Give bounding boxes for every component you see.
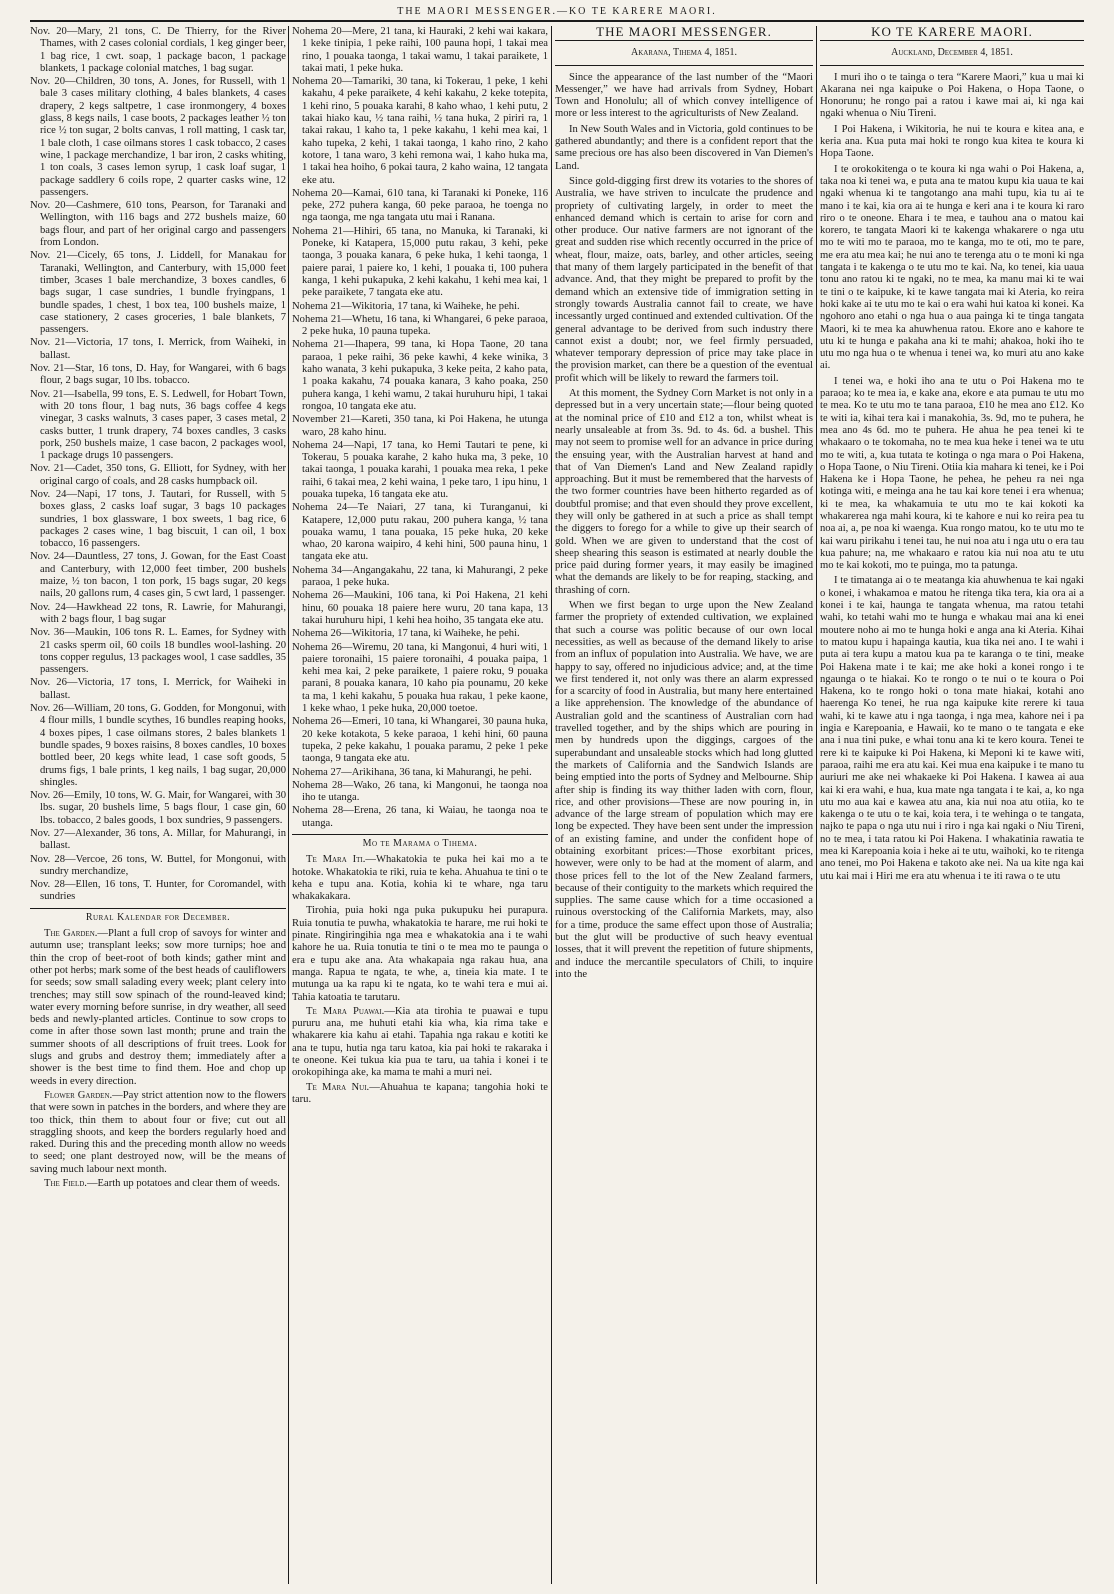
shipping-entry: November 21—Kareti, 350 tana, ki Poi Hakena, he utunga waro, 28 kaho hinu. <box>292 414 548 438</box>
article-paragraph: Since gold-digging first drew its votaries to the shores of Australia, we have striven to inculcate the prudence and propriety of cultivating largely, in order to meet the enhanced demand which is certain to arise for corn and other produce. Our native farmers are not ignorant of the great and sudden rise which recently occurred in the price of wheat, flour, maize, oats, barley, and other articles, seeing that many of them largely participated in the benefit of that advance. And, that they might be prepared to profit by the demand which an extensive tide of immigration setting in strongly towards Australia cannot fail to create, we have incessantly urged continued and extended cultivation. Of the general advantage to be derived from such industry there cannot exist a doubt; nor, we feel firmly persuaded, whatever temporary depression of price may take place in the provision market, can there be a question of the eventual profit which will be likely to reward the farmers toil. <box>555 175 813 384</box>
paragraph-text: Tirohia, puia hoki nga puka pukupuku hei purapura. Ruia tonutia te puwha, whakatokia te harare, me rui hoki te pinate. Ringiringihia nga mea e whakatokia ana i te wahi kahore he ua. Ruia tonutia te tini o te mea mo te paunga o era e tupu ake ana. Ata whakapaia nga rakau hua, ana manga. Rapua te ngata, te whe, a, tineia kia mate. I te mutunga ua ka rapu ki te ngata, ko te wahi tera e mui ai. Tahia katoatia te tarutaru. <box>292 905 548 1003</box>
editorial-body-maori <box>820 72 1084 883</box>
paragraph <box>292 1006 548 1080</box>
shipping-entry: Nov. 20—Children, 30 tons, A. Jones, for Russell, with 1 bale 3 cases military clothing, 4 bales blankets, 4 cases drapery, 2 kegs saltpetre, 1 case ironmongery, 4 boxes glass, 8 kegs nails, 1 case boots, 2 packages leather ½ ton rice ½ ton sugar, 2 bolts canvas, 1 roll matting, 1 cask tar, 1 bale cloth, 1 case oilmans stores 1 cask tobacco, 2 cases wine, 1 package merchandize, 1 bar iron, 2 casks whiting, 1 ton coals, 3 cases lemon syrup, 1 cask loaf sugar, 1 package saddlery 6 coils rope, 2 quarter casks wine, 12 passengers. <box>30 76 286 198</box>
shipping-entry: Nohema 20—Mere, 21 tana, ki Hauraki, 2 kehi wai kakara, 1 keke tinipia, 1 peke raihi, 100 pauna hopi, 1 takai mea rino, 1 pouaka taonga, 1 takai wamu, 1 takai paraikete, 1 takai mati, 1 peke huka. <box>292 26 548 74</box>
running-header: THE MAORI MESSENGER.—KO TE KARERE MAORI. <box>30 6 1084 22</box>
shipping-entry: Nohema 26—Maukini, 106 tana, ki Poi Hakena, 21 kehi hinu, 60 pouaka 18 paiere here wuru, 20 tana kapa, 13 takai huruhuru hipi, 1 kehi hea hoiho, 35 tangata eke atu. <box>292 590 548 626</box>
paragraph <box>292 854 548 903</box>
shipping-entry: Nohema 21—Whetu, 16 tana, ki Whangarei, 6 peke paraoa, 2 peke huka, 10 pauna tupeka. <box>292 313 548 338</box>
column-english-shipping <box>30 26 286 1584</box>
editorial-body <box>555 72 813 982</box>
shipping-entry: Nohema 27—Arikihana, 36 tana, ki Mahurangi, he pehi. <box>292 766 532 778</box>
paragraph <box>292 905 548 1003</box>
shipping-entry: Nov. 21—Isabella, 99 tons, E. S. Ledwell, for Hobart Town, with 20 tons flour, 1 bag nuts, 36 bags coffee 4 kegs vinegar, 3 casks walnuts, 3 cases paper, 3 cases metal, 2 casks butter, 1 trunk drapery, 74 boxes candles, 3 casks pork, 250 bushels maize, 1 case bacon, 2 packages wool, 1 package drugs 10 passengers. <box>30 388 286 462</box>
shipping-entry: Nov. 21—Cadet, 350 tons, G. Elliott, for Sydney, with her original cargo of coals, and 28 casks humpback oil. <box>30 463 286 487</box>
paragraph-text: —Whakatokia te puka hei kai mo a te hotoke. Whakatokia te riki, ruia te keha. Ahuahua te tini o te keha e tupu ana. Kotia, kohia ki te whare, nga taru whakakakara. <box>292 854 548 903</box>
shipping-entry: Nov. 21—Cicely, 65 tons, J. Liddell, for Manakau for Taranaki, Wellington, and Canterbury, with 15,000 feet timber, 3cases 1 bale merchandize, 3 boxes candles, 6 bags sugar, 1 case sundries, 1 bundle fryingpans, 1 bundle spades, 1 chest, 1 box tea, 100 bushels maize, 1 case stationery, 2 cases groceries, 1 bale blankets, 7 passengers. <box>30 250 286 336</box>
shipping-entry: Nov. 24—Napi, 17 tons, J. Tautari, for Russell, with 5 boxes glass, 2 casks loaf sugar, 3 bags 10 packages sundries, 1 box glassware, 1 box sweets, 1 bag rice, 6 packages 2 cases wine, 1 bag biscuit, 1 can oil, 1 box tobacco, 16 passengers. <box>30 488 286 550</box>
article-paragraph: In New South Wales and in Victoria, gold continues to be gathered abundantly; and there is a confident report that the same precious ore has also been discovered in Van Diemen's Land. <box>555 123 813 172</box>
shipping-entry: Nov. 20—Mary, 21 tons, C. De Thierry, for the River Thames, with 2 cases colonial cordials, 1 keg ginger beer, 1 bag rice, 1 cwt. soap, 1 package bacon, 1 package blankets, 1 package colonial matches, 1 bag sugar. <box>30 26 286 74</box>
shipping-entry: Nov. 24—Hawkhead 22 tons, R. Lawrie, for Mahurangi, with 2 bags flour, 1 bag sugar <box>30 601 286 625</box>
masthead-english: THE MAORI MESSENGER. <box>555 26 813 41</box>
shipping-entry: Nohema 26—Wikitoria, 17 tana, ki Waiheke, he pehi. <box>292 628 520 640</box>
article-paragraph: I te timatanga ai o te meatanga kia ahuwhenua te kai ngaki o konei, i whakamoa e matou he ritenga tika tera, kia ora ai a konei i te kai, haunga te tangata whenua, ma ratou tetahi wahi, ko tetahi wahi mo te hunga e whakau mai ana ki enei moutere noho ai mo te hunga hoki e anga ana ki Ateria. Kihai to matou kupu i hapainga kautia, kua tika nei ano. I te wahi i puta ai tera kupu a matou kua pa te karanga o te tini, meake Poi Hakena mate i te kai; me ake hoki a konei rongo i te ngaunga o te hiakai. Ko te rongo o te nui o te koura o Poi Hakena, ko te rongo hoki o tona mate hiakai, kotahi ano haerenga Ko tenei, he rua nga kaipuke kite rerere ki taua wahi, ki te kawe atu i nga taonga, i nga mea, kahore nei i pa ingia e Karepoania, e Hawaii, ko te mano o te tangata e eke ana i nua tini puke, e whai tonu ana ki te kero koura. Tenei te rere ki te kaipuke ki Poi Hakena, ki Meponi ki te kawe witi, paraoa, raihi me era atu kai. Kei mua ena kaipuke i te mano tu auriuri me ake nei whakaeke ki Poi Hakena. I kawea ai aua kai ki era wahi, e hua, kua mate nga tangata i te kai, a, ko nga utu mo aua kai e kawea atu ana, kia nui noa atu otiia, ko te kakenga o te utu o te kai, koia tera, i te wehinga o te tangata, najko te papa o nga utu nui i riro i nga kai ngaki o Niu Tireni, no te mea, i tata ratou ki Poi Hakena. I whakatinia rawatia te mea ki Karepoania koia i heke ai te utu, waihoki, ko te ritenga ano tenei, mo Poi Hakena e takoto ake nei. Na ua kite nga kai utu kai mai i Hiri me era atu whenua i te iti rawa o te utu <box>820 575 1084 882</box>
paragraph-text: —Earth up potatoes and clear them of weeds. <box>86 1178 280 1190</box>
shipping-entry: Nov. 26—Victoria, 17 tons, I. Merrick, for Waiheki in ballast. <box>30 677 286 701</box>
shipping-entry: Nohema 28—Wako, 26 tana, ki Mangonui, he taonga noa iho te utanga. <box>292 779 548 804</box>
shipping-entry: Nohema 21—Wikitoria, 17 tana, ki Waiheke, he pehi. <box>292 300 520 312</box>
paragraph-lead: The Garden. <box>44 928 98 940</box>
shipping-entry: Nohema 34—Angangakahu, 22 tana, ki Mahurangi, 2 peke paraoa, 1 peke huka. <box>292 564 548 589</box>
article-paragraph: I tenei wa, e hoki iho ana te utu o Poi Hakena mo te paraoa; ko te mea ia, e kake ana, ekore e ata pumau te utu mo te mea. Ko te utu mo te tana paraoa, £10 he mea ano £12. Ko te witi ia, kihai tera kai i manakohia, 3s. 9d, mo te puhera, he mea ano 4s 6d. mo te puhera. He ahua he pea tenei ki te whakaaro o te tokomaha, no te mea kua heke i tenei wa te utu mo te witi, a, kua tutata te kotinga o nga mara o Poi Hakena, o Hopa Taone, o Niu Tireni. Otiia kia mahara ki tenei, ke i Poi Hakena ke i Hopa Taone, he pehea, he peheu ra nei nga kotinga witi, e meinga ana he tau kai kore tenei i era whenua; ki te mea, ka whakamuia te utu mo te kai kokoti ka whakarerea nga mahi koura, ki te kahore e nui ko reira pea tu noa ai, a, pe noa ki waenga. Kua rongo matou, ko te utu mo te kai waru pirikahu i tenei tau, he nui noa atu i nga utu o era tau kua pahure; na, me whakaaro e ratou kia nui noa atu te utu mo te kai kokoti, mo te puinga, mo ta patunga. <box>820 375 1084 572</box>
masthead-maori: KO TE KARERE MAORI. <box>820 26 1084 41</box>
shipping-entry: Nov. 28—Ellen, 16 tons, T. Hunter, for Coromandel, with sundries <box>30 879 286 903</box>
dateline-maori: Auckland, December 4, 1851. <box>820 47 1084 65</box>
paragraph-lead: Flower Garden. <box>44 1089 113 1101</box>
rural-kalendar <box>30 928 286 1190</box>
article-paragraph: When we first began to urge upon the New Zealand farmer the propriety of extended cultivation, we explained that such a course was politic because of our own local necessities, as well as because of the demand likely to arise from an influx of population into Australia. We have, we are happy to say, offered no injudicious advice; and, at the time we first tendered it, not only was there an alarm expressed for a scarcity of food in Australia, but many here entertained a like apprehension. The knowledge of the abundance of Australian gold and the scantiness of Australian corn had travelled together, and by the ships which are pouring in men by hundreds upon the diggings, cargoes of the superabundant and unsaleable stocks which had long glutted the markets of California and the Sandwich Islands are being emptied into the ports of Sydney and Melbourne. Ship after ship is finding its way thither laden with corn, flour, rice, and other provisions—These are now pouring in, in advance of the large stream of population which may ere long be expected. They have been sent under the impression of an existing famine, and under the confident hope of obtaining exorbitant prices:—Those exorbitant prices, however, were only to be had at the moment of alarm, and those prices fell to the lot of the New Zealand farmers, because of their contiguity to the markets which required the supplies. The same cause which for a time occasioned a ruinous overstocking of the California Markets, may, also for a time, produce the same effect upon those of Australia; but the glut will be productive of such heavy eventual losses, that it will prevent the repetition of future shipments, and induce the mercantile speculators of Chili, to inquire into the <box>555 600 813 980</box>
paragraph <box>292 1082 548 1107</box>
shipping-entry: Nohema 21—Hihiri, 65 tana, no Manuka, ki Taranaki, ki Poneke, ki Katapera, 15,000 putu rakau, 3 kehi, peke taonga, 3 pouaka kanara, 6 peke huka, 1 kehi taonga, 1 paiere parai, 1 paiere ko, 1 kehi, 1 pouaka ti, 100 puhera kanga, 1 kehi pukapuka, 2 kehi kakahu, 1 kehi mea kai, 1 peke paraikete, 7 tangata eke atu. <box>292 225 548 299</box>
shipping-entry: Nov. 21—Victoria, 17 tons, I. Merrick, from Waiheki, in ballast. <box>30 337 286 361</box>
column-rule <box>816 26 817 1584</box>
shipping-entry: Nohema 21—Ihapera, 99 tana, ki Hopa Taone, 20 tana paraoa, 1 peke raihi, 36 peke kawhi, 4 keke winika, 3 kaho wanata, 3 kehi pukapuka, 3 keke peita, 2 kaho pata, 1 poaka kakahu, 74 pouaka kanara, 3 kaho poaka, 250 puhera kanga, 1 kehi wamu, 2 takai huruhuru hipi, 1 takai rongoa, 10 tangata eke atu. <box>292 339 548 412</box>
paragraph-text: —Pay strict attention now to the flowers that were sown in patches in the borders, and where they are too thick, thin them to about four or five; cut out all straggling shoots, and keep the borders regularly hoed and raked. During this and the preceding month allow no weeds to seed; one plant destroyed now, will be the means of saving much labour next month. <box>30 1089 286 1175</box>
article-paragraph: I muri iho o te tainga o tera “Karere Maori,” kua u mai ki Akarana nei nga kaipuke o Poi Hakena, o Hopa Taone, o Honorunu; he rongo pai a ratou i kawe mai ai, ki nga kai ngaki whenua o Niu Tireni. <box>820 71 1084 120</box>
article-paragraph: I te orokokitenga o te koura ki nga wahi o Poi Hakena, a, taka noa ki tenei wa, e puta ana te matou kupu kia uaua te kai ngaki whenua ki te tangotango ana mahi tupu, kia tu ai te mano i te kai, kia ora ai te hunga e keri ana i te koura ki raro riro o te oneone. Ehara i te mea, e tauhou ana o matou kai korero, te tangata Maori ki te kakenga whakarere o nga utu mo te witi mo te paraoa, mo te kanga, mo te oti, mo te pare, me era atu mea kai; he nui ano te terenga atu o te moni ki nga tangata i te kakenga o te utu mo te kai. Na, ko tenei, kia uaua tonu ano ratou ki te ngaki, no te mea, ka manu mai ki te wai te tini o te kaipuke, ki te kawe tangata mai ki Ateria, ko reira hoki kake ai te utu mo te kai o era wahi hui katoa ki konei. Ka ngohoro ano etahi o nga hua o aua painga ki te tinga tangata Maori, ki te mea ka ahuwhenua ratou. Ekore ano e kahore te utu ki te hunga e pakaha ana ki te mahi; ahakoa, hoki iho te utu mo nga hua o te whenua i tenei wa, ko muri atu ano kake ai. <box>820 163 1084 372</box>
marama-title: Mo te Marama o Tihema. <box>362 838 478 849</box>
column-rule <box>551 26 552 1584</box>
dateline-english: Akarana, Tihema 4, 1851. <box>555 47 813 65</box>
shipping-entry: Nohema 26—Emeri, 10 tana, ki Whangarei, 30 pauna huka, 20 keke kotakota, 5 keke paraoa, 1 kehi hini, 60 pauna tupeka, 2 peke kakahu, 1 pouaka paramu, 2 peke 1 peke taonga, 9 tangata eke atu. <box>292 716 548 765</box>
column-english-editorial <box>555 26 813 1584</box>
paragraph-lead: Te Mara Iti. <box>306 854 366 866</box>
paragraph <box>30 1178 286 1190</box>
section-divider <box>30 908 286 909</box>
paragraph <box>30 1090 286 1176</box>
article-paragraph: I Poi Hakena, i Wikitoria, he nui te koura e kitea ana, e keria ana. Kua puta mai hoki te rongo kua kitea te koura ki Hopa Taone. <box>820 123 1084 160</box>
shipping-entry: Nov. 20—Cashmere, 610 tons, Pearson, for Taranaki and Wellington, with 116 bags and 272 bushels maize, 60 bags flour, and part of her original cargo and passengers from London. <box>30 200 286 249</box>
paragraph <box>30 928 286 1088</box>
paragraph-text: —Kia ata tirohia te puawai e tupu pururu ana, me huhuti etahi kia wha, kia rima take e whakarere kia kahu ai etahi. Tapahia nga rakau e kotiti ke ana te tupu, hutia nga taru katoa, kia pai hoki te rakaraka i te oneone. Kei tukua kia pua te taru, ua tahia i konei i te orokopihinga ake, ka mama te mahi a muri nei. <box>292 1005 548 1079</box>
shipping-entry: Nohema 20—Kamai, 610 tana, ki Taranaki ki Poneke, 116 peke, 272 puhera kanga, 60 peke paraoa, he toenga no nga taonga, me nga tangata utu mai i Ranana. <box>292 187 548 224</box>
marama-section <box>292 854 548 1106</box>
shipping-entry: Nov. 26—William, 20 tons, G. Godden, for Mongonui, with 4 flour mills, 1 bundle scythes, 16 bundles reaping hooks, 4 boxes pipes, 1 case oilmans stores, 2 bales blankets 1 bundle spades, 9 boxes raisins, 8 boxes candles, 10 boxes bottled beer, 20 kegs white lead, 1 case soft goods, 5 drums figs, 1 bale prints, 1 keg nails, 1 bag sugar, 20,000 shingles. <box>30 703 286 788</box>
paragraph-lead: The Field. <box>44 1178 87 1190</box>
shipping-entry: Nohema 20—Tamariki, 30 tana, ki Tokerau, 1 peke, 1 kehi kakahu, 4 peke paraikete, 4 kehi kakahu, 2 keke totepita, 1 kehi rino, 5 pouaka karahi, 8 kaho whao, 1 kehi putu, 2 takai hiako kau, ½ tana raihi, ½ tana huka, 2 piriri ra, 1 takai rakau, 1 kaho ta, 1 peke kakahu, 1 kehi mea kai, 1 kaho tupeka, 2 kehi, 1 takai taonga, 1 kaho rino, 2 kaho kotore, 1 tana waro, 3 kehi remona wai, 1 kaho huka ma, 1 takai hea hoiho, 6 pokai taura, 2 kaho waina, 12 tangata eke atu. <box>292 76 548 186</box>
shipping-entry: Nohema 24—Napi, 17 tana, ko Hemi Tautari te pene, ki Tokerau, 5 pouaka karahe, 2 kaho huka ma, 3 peke, 10 takai taonga, 1 pouaka karahi, 1 pouaka mea reka, 1 peke raihi, 6 takai mea, 2 kehi waina, 1 peke taro, 1 ipu hinu, 1 pouaka tupeka, 16 tangata eke atu. <box>292 439 548 500</box>
article-paragraph: At this moment, the Sydney Corn Market is not only in a depressed but in a very uncertain state;—flour being quoted at the nominal price of £10 and £12 a ton, whilst wheat is nearly unsaleable at from 3s. 9d. to 4s. 6d. a bushel. This may not seem to promise well for an advance in price during the ensuing year, with the Australian harvest at hand and that of Van Diemen's Land and New Zealand rapidly approaching. But it must be remembered that the harvests of the two former countries have been hitherto regarded as of doubtful promise; and that even should they prove excellent, they will only be gathered in at such a price as shall tempt the diggers to forego for a while to give up their search of gold. When we are given to understand that the cost of sheep shearing this season is estimated at nearly double the price paid during former years, it may easily be imagined what the demands are likely to be for reaping, stacking, and thrashing of corn. <box>555 388 813 596</box>
section-divider <box>292 834 548 835</box>
column-maori-shipping <box>292 26 548 1584</box>
shipping-entry: Nov. 24—Dauntless, 27 tons, J. Gowan, for the East Coast and Canterbury, with 12,000 feet timber, 200 bushels maize, ½ ton bacon, 1 ton pork, 15 bags sugar, 20 kegs nails, 20 gallons rum, 4 cases gin, 5 cwt lard, 1 passenger. <box>30 551 286 600</box>
shipping-list <box>30 26 286 904</box>
column-rule <box>288 26 289 1584</box>
shipping-entry: Nohema 24—Te Naiari, 27 tana, ki Turanganui, ki Katapere, 12,000 putu rakau, 200 puhera kanga, ½ tana pouaka wamu, 1 tana pouaka, 15 peke huka, 20 keke whao, 20 karona waipiro, 4 kehi hini, 500 pauna hinu, 1 tangata eke atu. <box>292 502 548 563</box>
shipping-entry: Nov. 36—Maukin, 106 tons R. L. Eames, for Sydney with 21 casks sperm oil, 60 coils 18 bundles wool-lashing. 20 tons copper regulus, 13 packages wool, 1 case saddles, 35 passengers. <box>30 627 286 676</box>
shipping-entry: Nohema 28—Erena, 26 tana, ki Waiau, he taonga noa te utanga. <box>292 805 548 829</box>
article-paragraph: Since the appearance of the last number of the “Maori Messenger,” we have had arrivals from Sydney, Hobart Town and Honolulu; all of which convey intelligence of more or less interest to the agriculturists of New Zealand. <box>555 71 813 120</box>
shipping-entry: Nov. 27—Alexander, 36 tons, A. Millar, for Mahurangi, in ballast. <box>30 828 286 852</box>
shipping-list-maori <box>292 26 548 830</box>
shipping-entry: Nov. 21—Star, 16 tons, D. Hay, for Wangarei, with 6 bags flour, 2 bags sugar, 10 lbs. tobacco. <box>30 363 286 387</box>
rural-kalendar-title: Rural Kalendar for December. <box>85 911 231 923</box>
column-maori-editorial <box>820 26 1084 1584</box>
paragraph-text: —Plant a full crop of savoys for winter and autumn use; transplant leeks; sow more turnips; hoe and thin the crop of beet-root of both kinds; gather mint and other pot herbs; mark some of the best heads of cauliflowers for seeds; sow small salading every week; plant celery into trenches; may still sow spinach of the round-leaved kind; water every morning before sunrise, in dry weather, all seed beds and newly-planted articles. Continue to sow crops to come in after those sown last month; prune and train the summer shoots of all descriptions of fruit trees. Look for slugs and grubs and destroy them; immediately after a shower is the best time to find them. Hoe and chop up weeds in every direction. <box>30 928 286 1087</box>
shipping-entry: Nov. 26—Emily, 10 tons, W. G. Mair, for Wangarei, with 30 lbs. sugar, 20 bushels lime, 5 bags flour, 1 case gin, 60 lbs. tobacco, 2 bales goods, 1 box sundries, 9 passengers. <box>30 790 286 826</box>
shipping-entry: Nov. 28—Vercoe, 26 tons, W. Buttel, for Mongonui, with sundry merchandize, <box>30 853 286 877</box>
paragraph-lead: Te Mara Nui. <box>306 1081 370 1093</box>
paragraph-text: —Ahuahua te kapana; tangohia hoki te taru. <box>292 1081 548 1105</box>
paragraph-lead: Te Mara Puawai. <box>306 1005 385 1017</box>
shipping-entry: Nohema 26—Wiremu, 20 tana, ki Mangonui, 4 huri witi, 1 paiere toronaihi, 15 paiere toronaihi, 4 pouaka paipa, 1 kehi mea kai, 2 peke paraikete, 1 paiere roku, 9 pouaka parani, 8 pouaka kanara, 10 kaho pia pounamu, 20 keke ta ma, 1 kehi kakahu, 5 pouaka hua rakau, 1 peke kaone, 1 keke whao, 1 peke huka, 20,000 toetoe. <box>292 641 548 715</box>
